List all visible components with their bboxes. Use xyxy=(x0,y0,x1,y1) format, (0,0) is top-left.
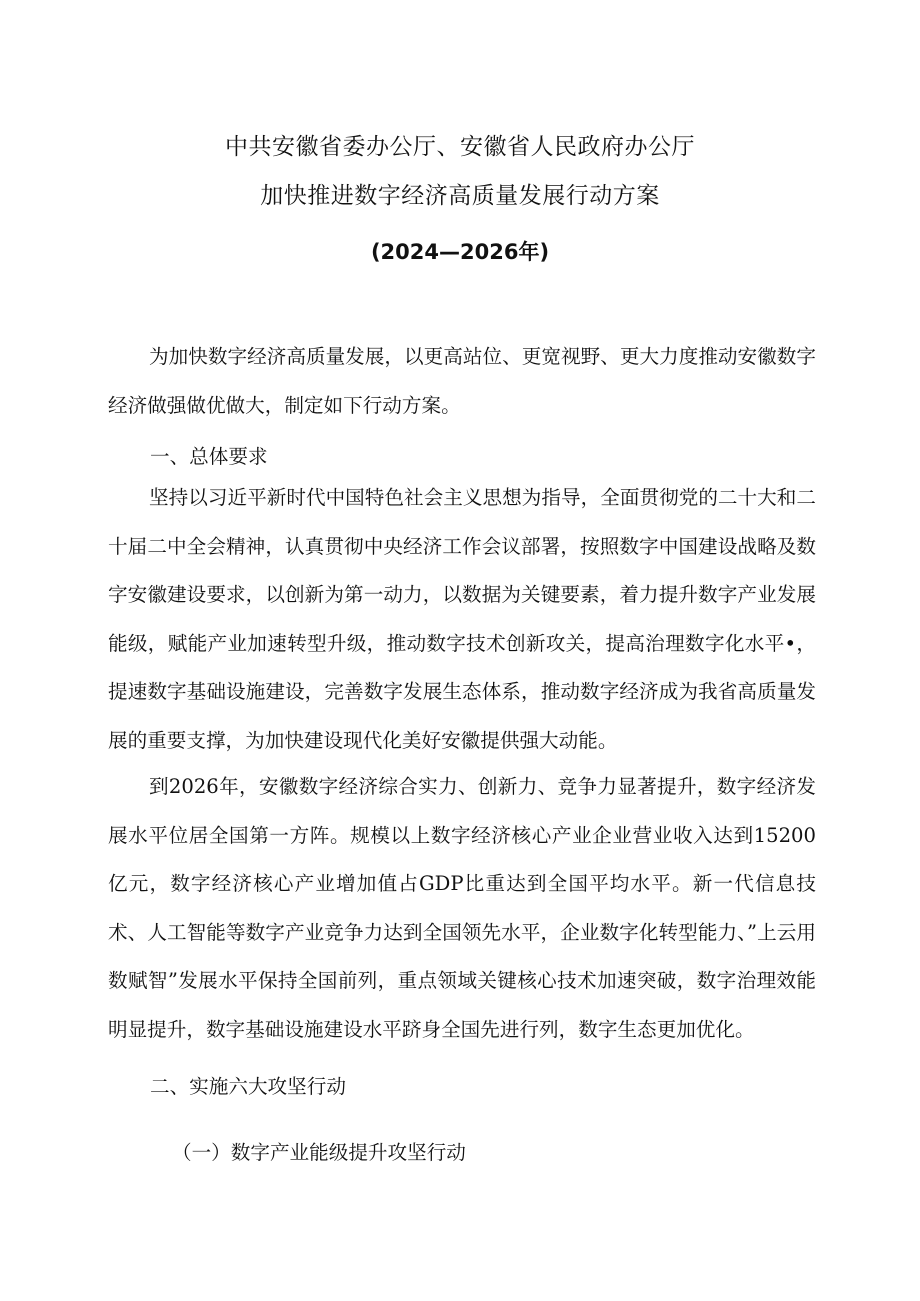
general-requirements-paragraph: 坚持以习近平新时代中国特色社会主义思想为指导，全面贯彻党的二十大和二十届二中全会精神，认真贯彻中央经济工作会议部署，按照数字中国建设战略及数字安徽建设要求，以创新为第一动力，以数据为关键要素，着力提升数字产业发展能级，赋能产业加速转型升级，推动数字技术创新攻关，提高治理数字化水平•，提速数字基础设施建设，完善数字发展生态体系，推动数字经济成为我省高质量发展的重要支撑，为加快建设现代化美好安徽提供强大动能。 xyxy=(108,486,816,752)
subsection-heading-digital-industry: （一）数字产业能级提升攻坚行动 xyxy=(172,1141,466,1164)
title-issuer: 中共安徽省委办公厅、安徽省人民政府办公厅 xyxy=(225,134,695,160)
title-period: (2024—2026年) xyxy=(370,240,550,264)
section-heading-six-actions: 二、实施六大攻坚行动 xyxy=(150,1075,346,1098)
title-main: 加快推进数字经济高质量发展行动方案 xyxy=(260,183,660,209)
section-heading-general-requirements: 一、总体要求 xyxy=(150,445,268,468)
goals-paragraph: 到2026年，安徽数字经济综合实力、创新力、竞争力显著提升，数字经济发展水平位居全国第一方阵。规模以上数字经济核心产业企业营业收入达到15200亿元，数字经济核心产业增加值占GDP比重达到全国平均水平。新一代信息技术、人工智能等数字产业竞争力达到全国领先水平，企业数字化转型能力、”上云用数赋智”发展水平保持全国前列，重点领域关键核心技术加速突破，数字治理效能明显提升，数字基础设施建设水平跻身全国先进行列，数字生态更加优化。 xyxy=(108,775,816,1041)
intro-paragraph: 为加快数字经济高质量发展，以更高站位、更宽视野、更大力度推动安徽数字经济做强做优做大，制定如下行动方案。 xyxy=(108,345,816,417)
